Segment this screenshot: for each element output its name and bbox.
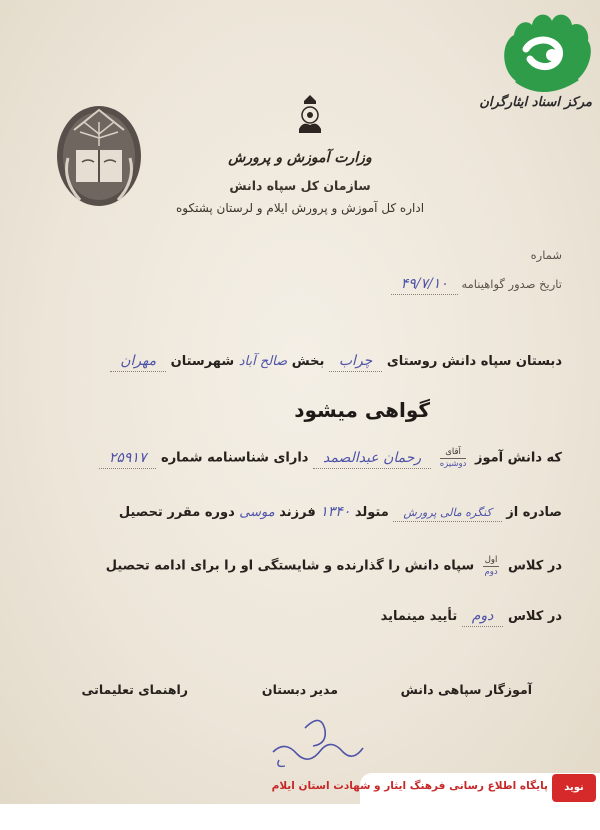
next-class-label: در کلاس [507,609,562,624]
next-class-row [381,608,562,624]
center-name: مرکز اسناد ایثارگران [479,95,592,110]
student-row [99,448,562,468]
lion-and-sun-emblem-icon [293,93,327,137]
district-value: صالح آباد [238,354,288,369]
period-label: دوره مقرر تحصیل [118,505,235,520]
born-value: ۱۳۴۰ [320,504,351,520]
child-label: فرزند [279,505,316,520]
student-label: که دانش آموز [474,450,562,466]
issued-value: کنگره مالی پرورش [393,506,501,522]
class-bottom: دوم [484,566,498,577]
born-label: متولد [354,505,389,520]
organization-title: سازمان کل سپاه دانش [229,178,371,193]
footer-site-text: پایگاه اطلاع رسانی فرهنگ ایثار و شهادت استان ایلام [271,780,548,792]
honorific-bottom: دوشیزه [439,458,467,469]
teacher-signature-label: آموزگار سپاهی دانش [400,682,532,697]
issue-date-label: تاریخ صدور گواهینامه [461,277,562,291]
principal-signature-label: مدیر دبستان [261,682,338,697]
birth-row [119,504,562,520]
confirm-text: تأیید مینماید [380,609,458,624]
student-name: رحمان عبدالصمد [313,450,431,469]
principal-signature-mark [265,710,375,770]
id-value: ۲۵۹۱۷ [99,450,157,469]
village-value: چراب [329,353,382,372]
next-class-value: دوم [462,608,504,627]
issued-label: صادره از [506,505,562,520]
city-label: شهرستان [170,354,235,369]
class-fraction [483,556,500,576]
city-value: مهران [110,353,166,372]
issue-date-value: ۴۹/۷/۱۰ [391,276,458,295]
school-location-row [110,353,562,369]
office-title: اداره کل آموزش و پرورش ایلام و لرستان پشتکوه [175,201,425,215]
id-label: دارای شناسنامه شماره [161,450,309,466]
guide-signature-label: راهنمای تعلیماتی [81,682,188,697]
ministry-title: وزارت آموزش و پرورش [228,150,372,166]
class-label: در کلاس [507,558,562,574]
school-label: دبستان سپاه دانش روستای [386,354,562,369]
issue-date-row [391,276,562,292]
footer-brand-logo: نوید شاهد [552,774,596,802]
honorific-fraction [440,448,467,468]
class-top: اول [484,555,498,565]
class-completion-row [106,556,562,576]
number-label: شماره [530,248,562,262]
district-label: بخش [291,354,325,369]
certify-title: گواهی میشود [294,398,430,422]
completion-text: سپاه دانش را گذارنده و شایستگی او را برای ادامه تحصیل [105,558,475,574]
father-value: موسی [239,505,275,520]
honorific-top: آقای [440,448,467,459]
